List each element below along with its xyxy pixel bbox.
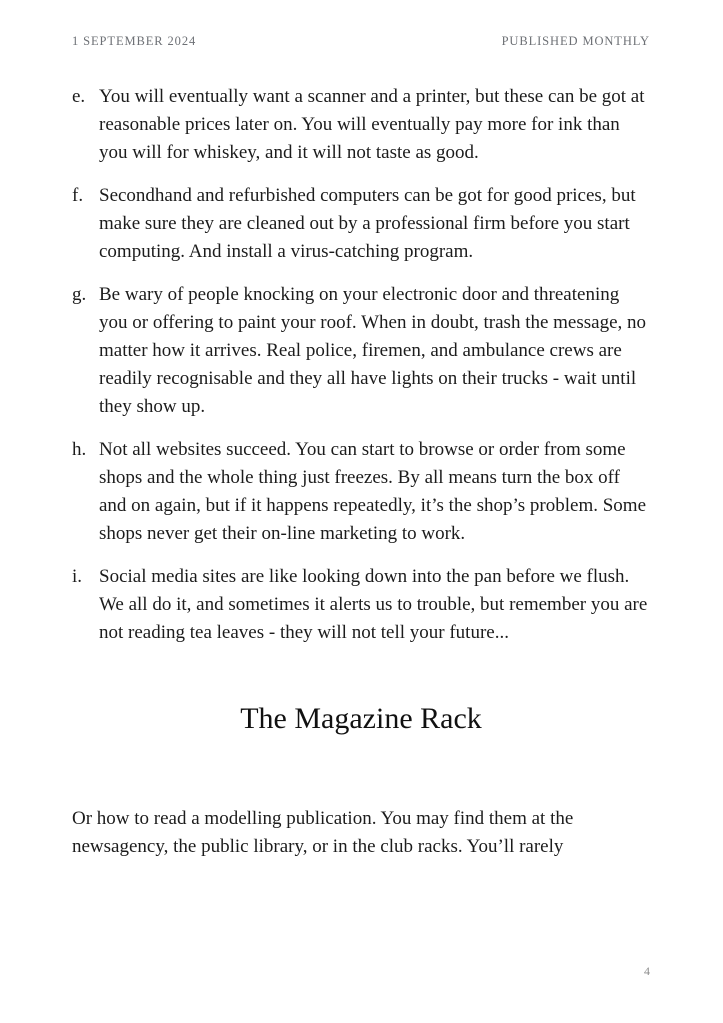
list-item	[72, 182, 650, 266]
list-marker: g.	[72, 284, 87, 305]
lettered-list	[72, 83, 650, 647]
list-item-text: Secondhand and refurbished computers can be got for good prices, but make sure they are cleaned out by a professional firm before you start computing. And install a virus-catching program.	[99, 185, 636, 262]
list-marker: e.	[72, 86, 86, 107]
list-item-text: You will eventually want a scanner and a printer, but these can be got at reasonable prices later on. You will eventually pay more for ink than you will for whiskey, and it will not taste as good.	[99, 86, 645, 163]
list-item	[72, 281, 650, 421]
page-number: 4	[644, 964, 650, 978]
section-title: The Magazine Rack	[240, 702, 482, 735]
list-item	[72, 83, 650, 167]
list-marker: f.	[72, 185, 84, 206]
list-item	[72, 436, 650, 548]
header-publication-note: PUBLISHED MONTHLY	[501, 34, 650, 48]
header-date: 1 SEPTEMBER 2024	[72, 34, 197, 48]
list-item-text: Social media sites are like looking down into the pan before we flush. We all do it, and sometimes it alerts us to trouble, but remember you are not reading tea leaves - they will not tell your future...	[99, 566, 648, 643]
list-marker: h.	[72, 439, 87, 460]
list-marker: i.	[72, 566, 83, 587]
page-header	[72, 34, 650, 49]
list-item-text: Not all websites succeed. You can start to browse or order from some shops and the whole thing just freezes. By all means turn the box off and on again, but if it happens repeatedly, it’s the shop’s problem. Some shops never get their on-line marketing to work.	[99, 439, 647, 544]
section-intro-paragraph: Or how to read a modelling publication. You may find them at the newsagency, the public library, or in the club racks. You’ll rarely	[72, 808, 574, 857]
list-item-text: Be wary of people knocking on your electronic door and threatening you or offering to paint your roof. When in doubt, trash the message, no matter how it arrives. Real police, firemen, and ambulance crews are readily recognisable and they all have lights on their trucks - wait until they show up.	[99, 284, 647, 417]
list-item	[72, 563, 650, 647]
